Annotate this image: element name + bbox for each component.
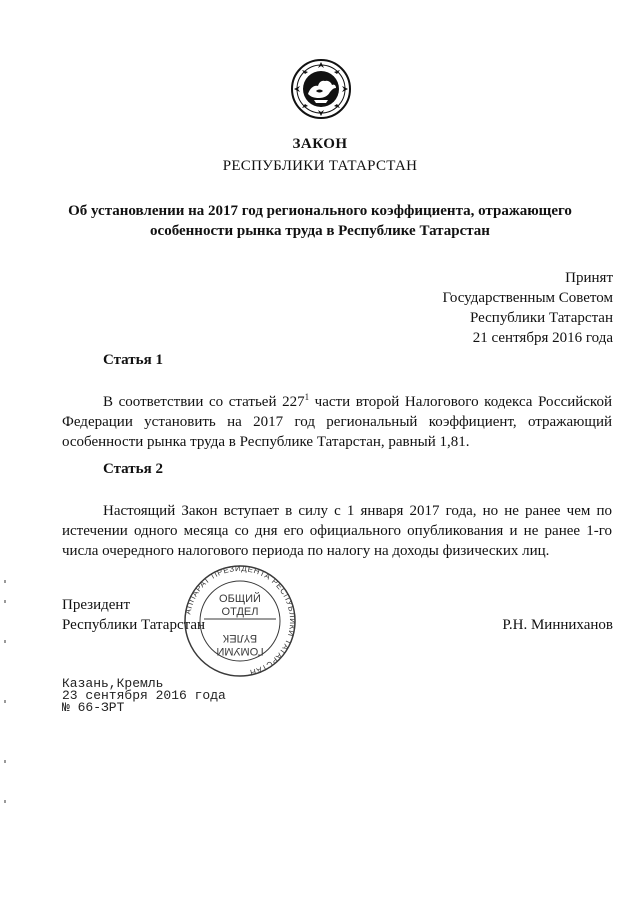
article-2-heading: Статья 2 [103, 461, 163, 477]
superscript: 1 [304, 392, 310, 402]
law-title: ЗАКОН [292, 136, 348, 152]
coat-of-arms-icon [290, 58, 352, 120]
signatory-title-line: Республики Татарстан [62, 617, 206, 633]
adoption-line: Республики Татарстан [469, 310, 613, 326]
scan-mark [4, 580, 6, 583]
article-1-line-text: В соответствии со статьей 227 [103, 394, 305, 410]
law-number: № 66-ЗРТ [62, 700, 125, 715]
republic-title: РЕСПУБЛИКИ ТАТАРСТАН [222, 158, 418, 174]
stamp-ring-text: АППАРАТ ПРЕЗИДЕНТА РЕСПУБЛИКИ ТАТАРСТАН [183, 565, 298, 677]
article-2-text [62, 501, 612, 561]
article-1-line: Федерации установить на 2017 год региональный коэффициент, отражающий [62, 414, 612, 430]
signatory-title-line: Президент [62, 597, 130, 613]
official-stamp [176, 565, 304, 677]
adoption-line: Государственным Советом [442, 290, 613, 306]
law-subject-line: Об установлении на 2017 год регионального коэффициента, отражающего [68, 203, 572, 219]
signing-date: 23 сентября 2016 года [62, 688, 226, 703]
article-2-line: числа очередного налогового периода по налогу на доходы физических лиц. [62, 543, 550, 559]
law-subject [0, 201, 640, 241]
adoption-date: 21 сентября 2016 года [472, 330, 613, 346]
scan-mark [4, 760, 6, 763]
stamp-inner-text: ОБЩИЙ [219, 593, 261, 605]
article-1-heading: Статья 1 [103, 352, 163, 368]
article-1-line-text: части второй Налогового кодекса Российской [309, 394, 612, 410]
signatory-name: Р.Н. Минниханов [502, 617, 613, 633]
adoption-block [353, 268, 613, 348]
scan-mark [4, 600, 6, 603]
article-2-line: Настоящий Закон вступает в силу с 1 января 2017 года, но не ранее чем по [103, 503, 612, 519]
law-subject-line: особенности рынка труда в Республике Татарстан [150, 223, 490, 239]
article-1-line [62, 387, 612, 412]
stamp-inner-text: ОТДЕЛ [221, 606, 259, 618]
scan-mark [4, 700, 6, 703]
article-1-line: особенности рынка труда в Республике Татарстан, равный 1,81. [62, 434, 470, 450]
scan-mark [4, 640, 6, 643]
scan-mark [4, 800, 6, 803]
adoption-line: Принят [565, 270, 613, 286]
article-1-text [62, 387, 612, 452]
stamp-inner-text: ГОМУМИ [216, 645, 264, 657]
stamp-inner-text: БҮЛЕК [222, 632, 258, 644]
article-2-line: истечении одного месяца со дня его официального опубликования и не ранее 1-го [62, 523, 612, 539]
signing-place: Казань,Кремль [62, 676, 164, 691]
